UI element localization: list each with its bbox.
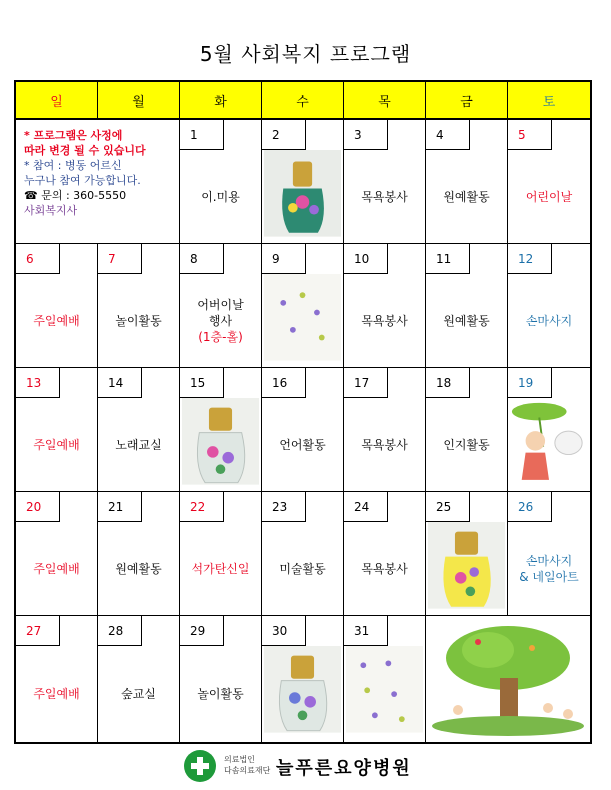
day-cell: 23 미술활동: [262, 492, 344, 616]
tree-illustration-cell: [426, 616, 590, 742]
hospital-logo-icon: [184, 750, 216, 782]
page-title: 5월 사회복지 프로그램: [199, 42, 412, 66]
notice-text: * 프로그램은 사정에 따라 변경 될 수 있습니다 * 참여 : 병동 어르신 누구나 참여 가능합니다. ☎ 문의 : 360-5550 사회복지사: [24, 129, 146, 217]
flower-jar-image: [428, 522, 505, 609]
day-cell: 16 언어활동: [262, 368, 344, 492]
day-cell: 20 주일예배: [16, 492, 98, 616]
tree-with-children-image: [428, 618, 588, 738]
hospital-footer: 의료법인 다솜의료재단 늘푸른요양병원: [180, 750, 440, 784]
flower-jar-image: [182, 398, 259, 485]
day-cell: 1 이.미용: [180, 120, 262, 244]
day-cell: 17 목욕봉사: [344, 368, 426, 492]
day-cell: 27 주일예배: [16, 616, 98, 742]
calendar-grid: [14, 80, 592, 744]
day-cell: 22 석가탄신일: [180, 492, 262, 616]
day-cell: 29 놀이활동: [180, 616, 262, 742]
note-cell: [16, 120, 180, 244]
day-cell: 30: [262, 616, 344, 742]
day-cell: 5 어린이날: [508, 120, 590, 244]
child-with-leaf-image: [510, 398, 588, 486]
pressed-flower-image: [264, 274, 341, 361]
pressed-flower-image: [346, 646, 423, 733]
weekday-mon: 월: [98, 82, 180, 120]
day-cell: 19: [508, 368, 590, 492]
weekday-thu: 목: [344, 82, 426, 120]
day-cell: 9: [262, 244, 344, 368]
day-cell: 3 목욕봉사: [344, 120, 426, 244]
day-cell: 14 노래교실: [98, 368, 180, 492]
day-cell: 12 손마사지: [508, 244, 590, 368]
day-cell: 8 어버이날 행사 (1층-홀): [180, 244, 262, 368]
day-cell: 21 원예활동: [98, 492, 180, 616]
hospital-name: 늘푸른요양병원: [276, 758, 412, 779]
day-cell: 10 목욕봉사: [344, 244, 426, 368]
day-cell: 13 주일예배: [16, 368, 98, 492]
weekday-sun: 일: [16, 82, 98, 120]
day-cell: 15: [180, 368, 262, 492]
day-cell: 26 손마사지 & 네일아트: [508, 492, 590, 616]
day-cell: 25: [426, 492, 508, 616]
day-cell: 24 목욕봉사: [344, 492, 426, 616]
day-cell: 31: [344, 616, 426, 742]
weekday-fri: 금: [426, 82, 508, 120]
day-cell: 11 원예활동: [426, 244, 508, 368]
day-cell: 28 숲교실: [98, 616, 180, 742]
day-cell: 6 주일예배: [16, 244, 98, 368]
flower-jar-image: [264, 150, 341, 237]
day-cell: 4 원예활동: [426, 120, 508, 244]
day-cell: 18 인지활동: [426, 368, 508, 492]
weekday-wed: 수: [262, 82, 344, 120]
weekday-tue: 화: [180, 82, 262, 120]
weekday-sat: 토: [508, 82, 590, 120]
day-cell: 7 놀이활동: [98, 244, 180, 368]
day-cell: 2: [262, 120, 344, 244]
flower-jar-image: [264, 646, 341, 733]
